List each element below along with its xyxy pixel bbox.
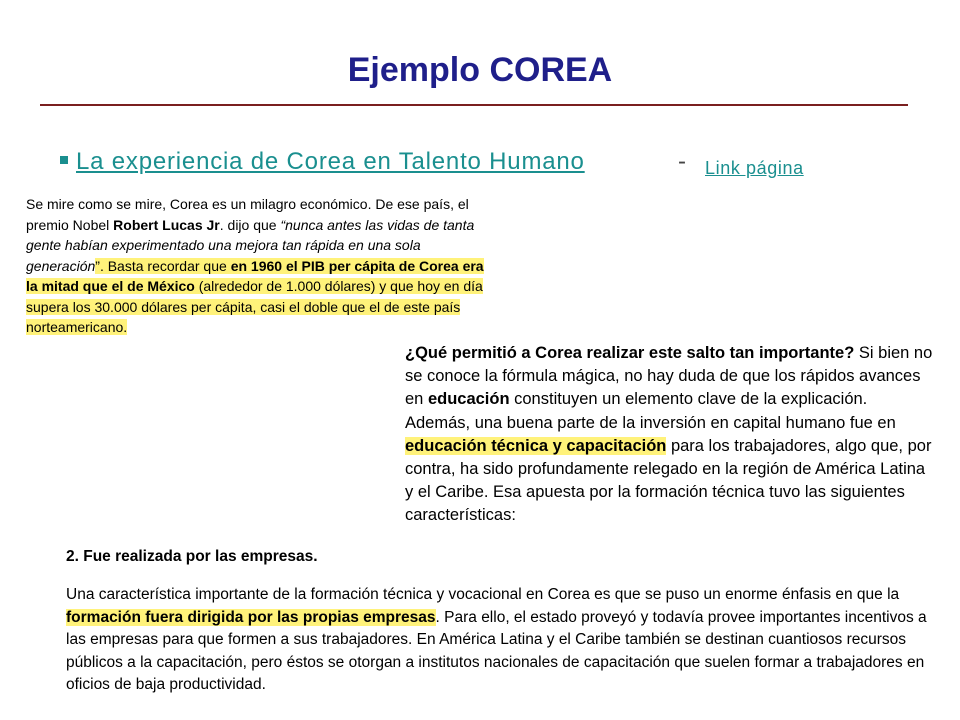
excerpt2-bold-educacion: educación — [427, 390, 510, 409]
square-bullet-icon — [60, 156, 68, 164]
excerpt1-highlight-bold: en 1960 el PIB per cápita de Corea era la mitad que el de México — [26, 257, 484, 294]
excerpt1-highlight: ”. Basta recordar que — [95, 257, 231, 274]
slide-title: Ejemplo COREA — [347, 51, 613, 89]
excerpt2-text: Si bien no se conoce la fórmula mágica, no hay duda de que los rápidos avances en — [405, 344, 933, 409]
excerpt3-highlight-bold: formación fuera dirigida por las propias empresas — [66, 608, 436, 626]
excerpt2-question: ¿Qué permitió a Corea realizar este salto tan importante? — [405, 344, 855, 362]
separator-dash: - — [678, 148, 686, 175]
excerpt2-text: constituyen un elemento clave de la explicación. Además, una buena parte de la inversión en capital humano fue en — [405, 390, 896, 432]
excerpt-formacion-empresas — [66, 584, 946, 697]
excerpt1-quote: “nunca antes las vidas de tanta gente habían experimentado una mejora tan rápida en una sola generación — [26, 216, 475, 274]
excerpt-heading-empresas: 2. Fue realizada por las empresas. — [66, 548, 318, 565]
excerpt3-text: Una característica importante de la formación técnica y vocacional en Corea es que se puso un enorme énfasis en que la — [66, 586, 900, 603]
excerpt1-text: . dijo que — [219, 216, 281, 233]
excerpt-milagro-economico — [26, 194, 496, 338]
bullet-item — [60, 146, 940, 186]
excerpt-salto-importante — [405, 342, 935, 528]
excerpt2-text: para los trabajadores, algo que, por contra, ha sido profundamente relegado en la región de América Latina y el Caribe. Esa apuesta por la formación técnica tuvo las siguientes características: — [405, 436, 932, 525]
title-divider — [40, 104, 908, 106]
excerpt3-text: . Para ello, el estado proveyó y todavía provee importantes incentivos a las empresas para que formen a sus trabajadores. En América Latina y el Caribe también se destinan cuantiosos recursos públicos a la capacitación, pero éstos se otorgan a institutos nacionales de capacitación que suelen formar a trabajadores en oficios de baja productividad. — [66, 608, 927, 693]
excerpt1-text: Se mire como se mire, Corea es un milagro económico. De ese país, el premio Nobel — [26, 196, 469, 233]
link-pagina[interactable]: Link página — [705, 158, 804, 178]
excerpt2-highlight-bold: educación técnica y capacitación — [405, 436, 667, 455]
excerpt1-highlight: (alrededor de 1.000 dólares) y que hoy en día supera los 30.000 dólares per cápita, casi el doble que el de este país norteamericano. — [26, 278, 483, 335]
experiencia-corea-link[interactable]: La experiencia de Corea en Talento Humano — [76, 148, 585, 175]
excerpt1-bold-name: Robert Lucas Jr — [113, 216, 220, 233]
